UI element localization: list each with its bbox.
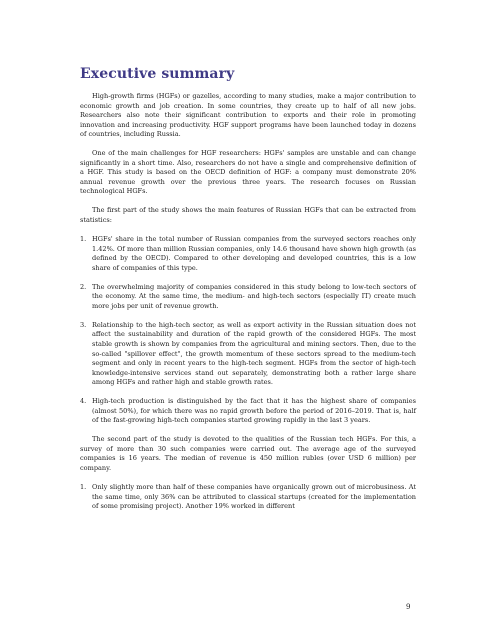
list-item-number: 4. xyxy=(80,397,87,406)
list-item-number: 1. xyxy=(80,483,87,492)
paragraph-second-part: The second part of the study is devoted to the qualities of the Russian tech HGFs. For this, a survey of more than 30 such companies were carried out. The average age of the surveyed companies is 16 years. The median of revenue is 450 million rubles (over USD 6 million) per company. xyxy=(80,435,416,472)
list-item-number: 3. xyxy=(80,320,87,329)
section-title: Executive summary xyxy=(80,66,235,82)
statistics-findings-list xyxy=(80,235,416,426)
list-item xyxy=(80,283,416,312)
paragraph-intro: High-growth firms (HGFs) or gazelles, according to many studies, make a major contribution to economic growth and job creation. In some countries, they create up to half of all new jobs. Researchers also note their significant contribution to exports and their role in promoting innovation and increasing productivity. HGF support programs have been launched today in dozens of countries, including Russia. xyxy=(80,92,416,139)
list-item-text: Only slightly more than half of these companies have organically grown out of microbusiness. At the same time, only 36% can be attributed to classical startups (created for the implementation of some promising project). Another 19% worked in different xyxy=(92,483,416,511)
list-item xyxy=(80,235,416,273)
page-content xyxy=(80,66,416,512)
paragraph-challenges: One of the main challenges for HGF researchers: HGFs' samples are unstable and can change significantly in a short time. Also, researchers do not have a single and comprehensive definition of a HGF. This study is based on the OECD definition of HGF: a company must demonstrate 20% annual revenue growth over the previous three years. The research focuses on Russian technological HGFs. xyxy=(80,149,416,196)
list-item-text: The overwhelming majority of companies considered in this study belong to low-tech sectors of the economy. At the same time, the medium- and high-tech sectors (especially IT) create much more jobs per unit of revenue growth. xyxy=(92,282,416,310)
list-item-text: Relationship to the high-tech sector, as well as export activity in the Russian situation does not affect the sustainability and duration of the rapid growth of the considered HGFs. The most stable growth is shown by companies from the agricultural and mining sectors. Then, due to the so-called "spillover effect", the growth momentum of these sectors spread to the medium-tech segment and only in recent years to the high-tech segment. HGFs from the sector of high-tech knowledge-intensive services stand out separately, demonstrating both a rather large share among HGFs and rather high and stable growth rates. xyxy=(92,320,416,387)
list-item xyxy=(80,321,416,388)
list-item-text: High-tech production is distinguished by the fact that it has the highest share of companies (almost 50%), for which there was no rapid growth before the period of 2016–2019. That is, half of the fast-growing high-tech companies started growing rapidly in the last 3 years. xyxy=(92,397,416,425)
page-number: 9 xyxy=(406,603,411,611)
list-item-number: 1. xyxy=(80,235,87,244)
list-item-text: HGFs' share in the total number of Russian companies from the surveyed sectors reaches only 1.42%. Of more than million Russian companies, only 14.6 thousand have shown high growth (as defined by the OECD). Compared to other developing and developed countries, this is a low share of companies of this type. xyxy=(92,235,416,272)
paragraph-first-part: The first part of the study shows the main features of Russian HGFs that can be extracted from statistics: xyxy=(80,206,416,225)
list-item xyxy=(80,397,416,426)
list-item-number: 2. xyxy=(80,282,87,291)
survey-findings-list xyxy=(80,483,416,512)
list-item xyxy=(80,483,416,512)
